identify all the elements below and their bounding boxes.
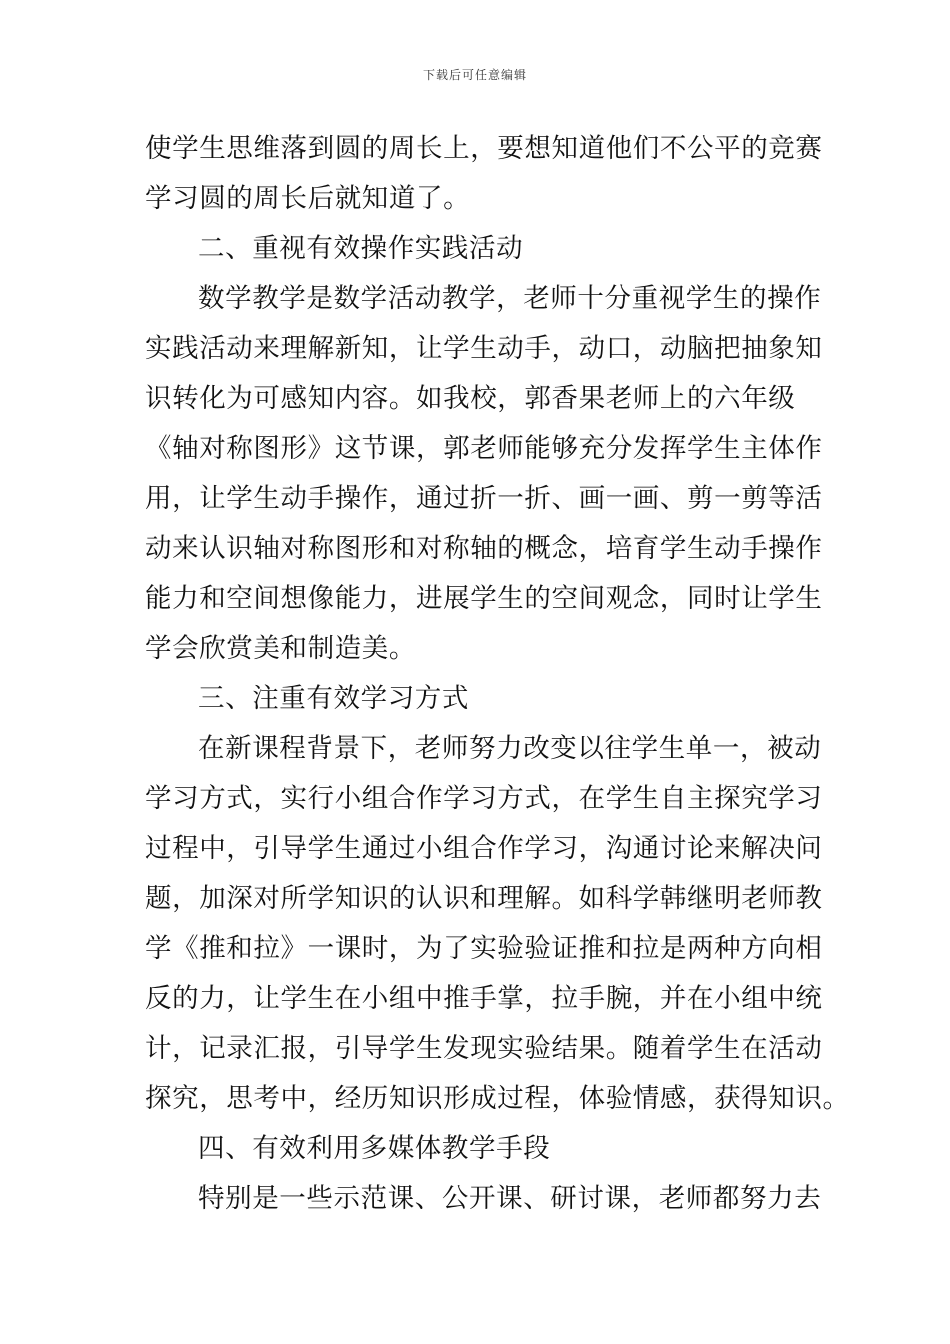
text-line: 实践活动来理解新知，让学生动手，动口，动脑把抽象知 <box>145 333 823 364</box>
page-header: 下载后可任意编辑 <box>422 68 527 82</box>
section-heading: 三、注重有效学习方式 <box>198 683 469 714</box>
text-line: 学《推和拉》一课时，为了实验验证推和拉是两种方向相 <box>145 933 823 964</box>
section-heading: 四、有效利用多媒体教学手段 <box>198 1133 551 1164</box>
text-line: 反的力，让学生在小组中推手掌，拉手腕，并在小组中统 <box>145 983 823 1014</box>
text-line: 探究，思考中，经历知识形成过程，体验情感，获得知识。 <box>145 1083 850 1114</box>
text-line: 动来认识轴对称图形和对称轴的概念，培育学生动手操作 <box>145 533 823 564</box>
text-line: 《轴对称图形》这节课，郭老师能够充分发挥学生主体作 <box>145 433 823 464</box>
section-heading: 二、重视有效操作实践活动 <box>198 233 524 264</box>
document-body <box>145 124 850 1224</box>
text-line: 识转化为可感知内容。如我校，郭香果老师上的六年级 <box>145 383 796 414</box>
text-line: 用，让学生动手操作，通过折一折、画一画、剪一剪等活 <box>145 483 823 514</box>
text-line: 数学教学是数学活动教学，老师十分重视学生的操作 <box>198 283 822 314</box>
text-line: 学会欣赏美和制造美。 <box>145 633 416 664</box>
text-line: 使学生思维落到圆的周长上，要想知道他们不公平的竞赛 <box>145 133 823 164</box>
text-line: 学习圆的周长后就知道了。 <box>145 183 471 214</box>
text-line: 题，加深对所学知识的认识和理解。如科学韩继明老师教 <box>145 883 823 914</box>
text-line: 过程中，引导学生通过小组合作学习，沟通讨论来解决问 <box>145 833 823 864</box>
text-line: 在新课程背景下，老师努力改变以往学生单一，被动 <box>198 733 822 764</box>
text-line: 特别是一些示范课、公开课、研讨课，老师都努力去 <box>198 1183 822 1214</box>
text-line: 计，记录汇报，引导学生发现实验结果。随着学生在活动 <box>145 1033 823 1064</box>
text-line: 学习方式，实行小组合作学习方式，在学生自主探究学习 <box>145 783 823 814</box>
text-line: 能力和空间想像能力，进展学生的空间观念，同时让学生 <box>145 583 823 614</box>
